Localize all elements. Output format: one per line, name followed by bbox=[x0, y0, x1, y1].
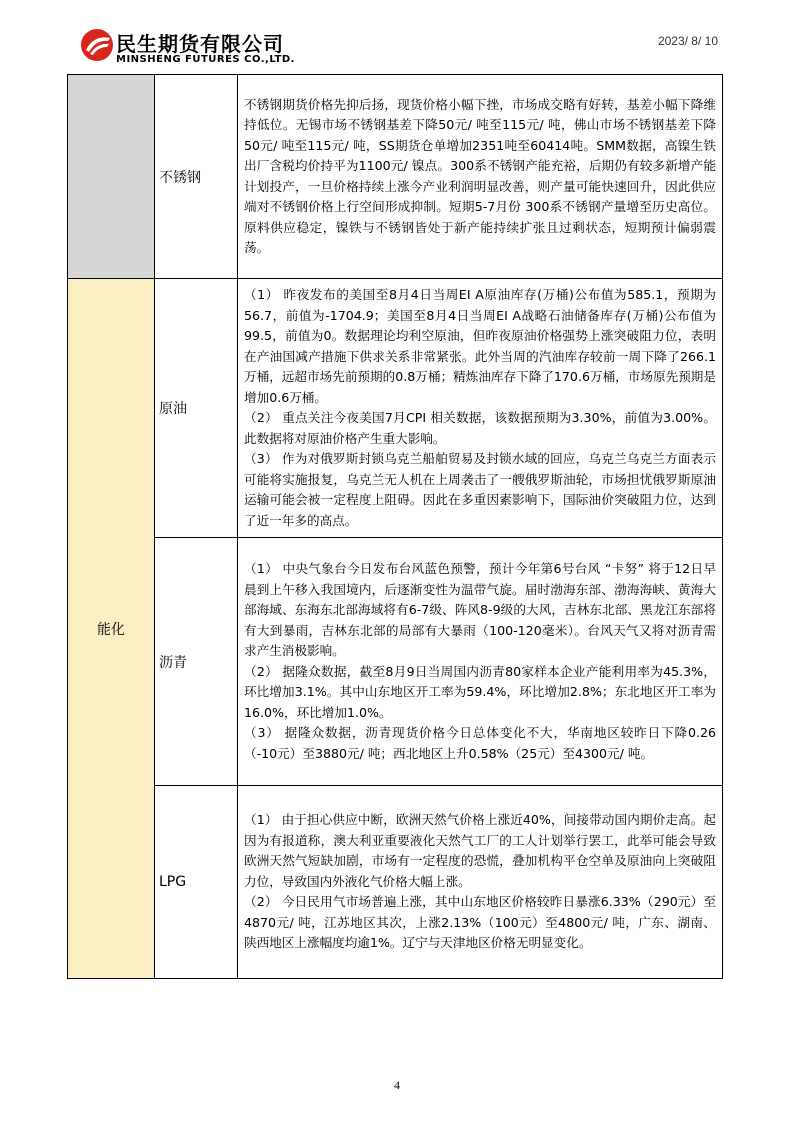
paragraph: （2） 据隆众数据，截至8月9日当周国内沥青80家样本企业产能利用率为45.3%，环比增加3.1%。其中山东地区开工率为59.4%，环比增加2.8%；东北地区开工率为16.0%，环比增加1.0%。 bbox=[244, 663, 716, 720]
paragraph: （1） 中央气象台今日发布台风蓝色预警，预计今年第6号台风 “卡努” 将于12日早晨到上午移入我国境内，后逐渐变性为温带气旋。届时渤海东部、渤海海峡、黄海大部海域、东海东北部海域将有6-7级、阵风8-9级的大风，吉林东北部、黑龙江东部将有大到暴雨，吉林东北部的局部有大暴雨（100-120毫米）。台风天气又将对沥青需求产生消极影响。 bbox=[244, 561, 716, 658]
category-lpg: LPG bbox=[155, 786, 238, 979]
table-row-crude bbox=[68, 279, 723, 538]
page-header bbox=[0, 0, 794, 70]
sector-cell-energy: 能化 bbox=[68, 279, 155, 979]
table-row-stainless bbox=[68, 75, 723, 279]
paragraph: （3） 作为对俄罗斯封锁乌克兰船舶贸易及封锁水域的回应，乌克兰乌克兰方面表示可能将实施报复，乌克兰无人机在上周袭击了一艘俄罗斯油轮，市场担忧俄罗斯原油运输可能会被一定程度上阻碍。因此在多重因素影响下，国际油价突破阻力位，达到了近一年多的高点。 bbox=[244, 451, 716, 528]
category-asphalt: 沥青 bbox=[155, 538, 238, 786]
minsheng-logo-icon bbox=[80, 28, 114, 62]
commentary-lpg bbox=[238, 786, 723, 979]
commentary-asphalt bbox=[238, 538, 723, 786]
commentary-crude bbox=[238, 279, 723, 538]
commentary-stainless bbox=[238, 75, 723, 279]
company-name-cn: 民生期货有限公司 bbox=[116, 32, 284, 56]
paragraph: （2） 重点关注今夜美国7月CPI 相关数据，该数据预期为3.30%，前值为3.00%。此数据将对原油价格产生重大影响。 bbox=[244, 410, 716, 446]
company-name-en: MINSHENG FUTURES CO.,LTD. bbox=[116, 54, 295, 65]
page-number: 4 bbox=[394, 1078, 400, 1092]
table-row-lpg bbox=[68, 786, 723, 979]
paragraph: （3） 据隆众数据，沥青现货价格今日总体变化不大，华南地区较昨日下降0.26（-10元）至3880元/ 吨；西北地区上升0.58%（25元）至4300元/ 吨。 bbox=[244, 725, 716, 761]
table-row-asphalt bbox=[68, 538, 723, 786]
paragraph: 不锈钢期货价格先抑后扬，现货价格小幅下挫，市场成交略有好转，基差小幅下降维持低位。无锡市场不锈钢基差下降50元/ 吨至115元/ 吨，佛山市场不锈钢基差下降50元/ 吨至115元/ 吨，SS期货仓单增加2351吨至60414吨。SMM数据，高镍生铁出厂含税均价持平为1100元/ 镍点。300系不锈钢产能充裕，后期仍有较多新增产能计划投产，一旦价格持续上涨今产业利润明显改善，则产量可能快速回升，因此供应端对不锈钢价格上行空间形成抑制。短期5-7月份 300系不锈钢产量增至历史高位。原料供应稳定，镍铁与不锈钢皆处于新产能持续扩张且过剩状态，短期预计偏弱震荡。 bbox=[244, 96, 716, 255]
report-date: 2023/ 8/ 10 bbox=[657, 34, 718, 48]
commodity-table bbox=[67, 74, 723, 979]
category-stainless: 不锈钢 bbox=[155, 75, 238, 279]
category-crude: 原油 bbox=[155, 279, 238, 538]
sector-cell-metals bbox=[68, 75, 155, 279]
paragraph: （2） 今日民用气市场普遍上涨，其中山东地区价格较昨日暴涨6.33%（290元）至4870元/ 吨，江苏地区其次，上涨2.13%（100元）至4800元/ 吨，广东、湖南、陕西地区上涨幅度均逾1%。辽宁与天津地区价格无明显变化。 bbox=[244, 894, 716, 951]
paragraph: （1） 由于担心供应中断，欧洲天然气价格上涨近40%，间接带动国内期价走高。起因为有报道称，澳大利亚重要液化天然气工厂的工人计划举行罢工，此举可能会导致欧洲天然气短缺加剧，市场有一定程度的恐慌，叠加机构平仓空单及原油向上突破阻力位，导致国内外液化气价格大幅上涨。 bbox=[244, 812, 716, 889]
paragraph: （1） 昨夜发布的美国至8月4日当周EI A原油库存(万桶)公布值为585.1，预期为56.7，前值为-1704.9；美国至8月4日当周EI A战略石油储备库存(万桶)公布值为99.5，前值为0。数据理论均利空原油，但昨夜原油价格强势上涨突破阻力位，表明在产油国减产措施下供求关系非常紧张。此外当周的汽油库存较前一周下降了266.1万桶，远超市场先前预期的0.8万桶；精炼油库存下降了170.6万桶，市场原先预期是增加0.6万桶。 bbox=[244, 287, 716, 405]
